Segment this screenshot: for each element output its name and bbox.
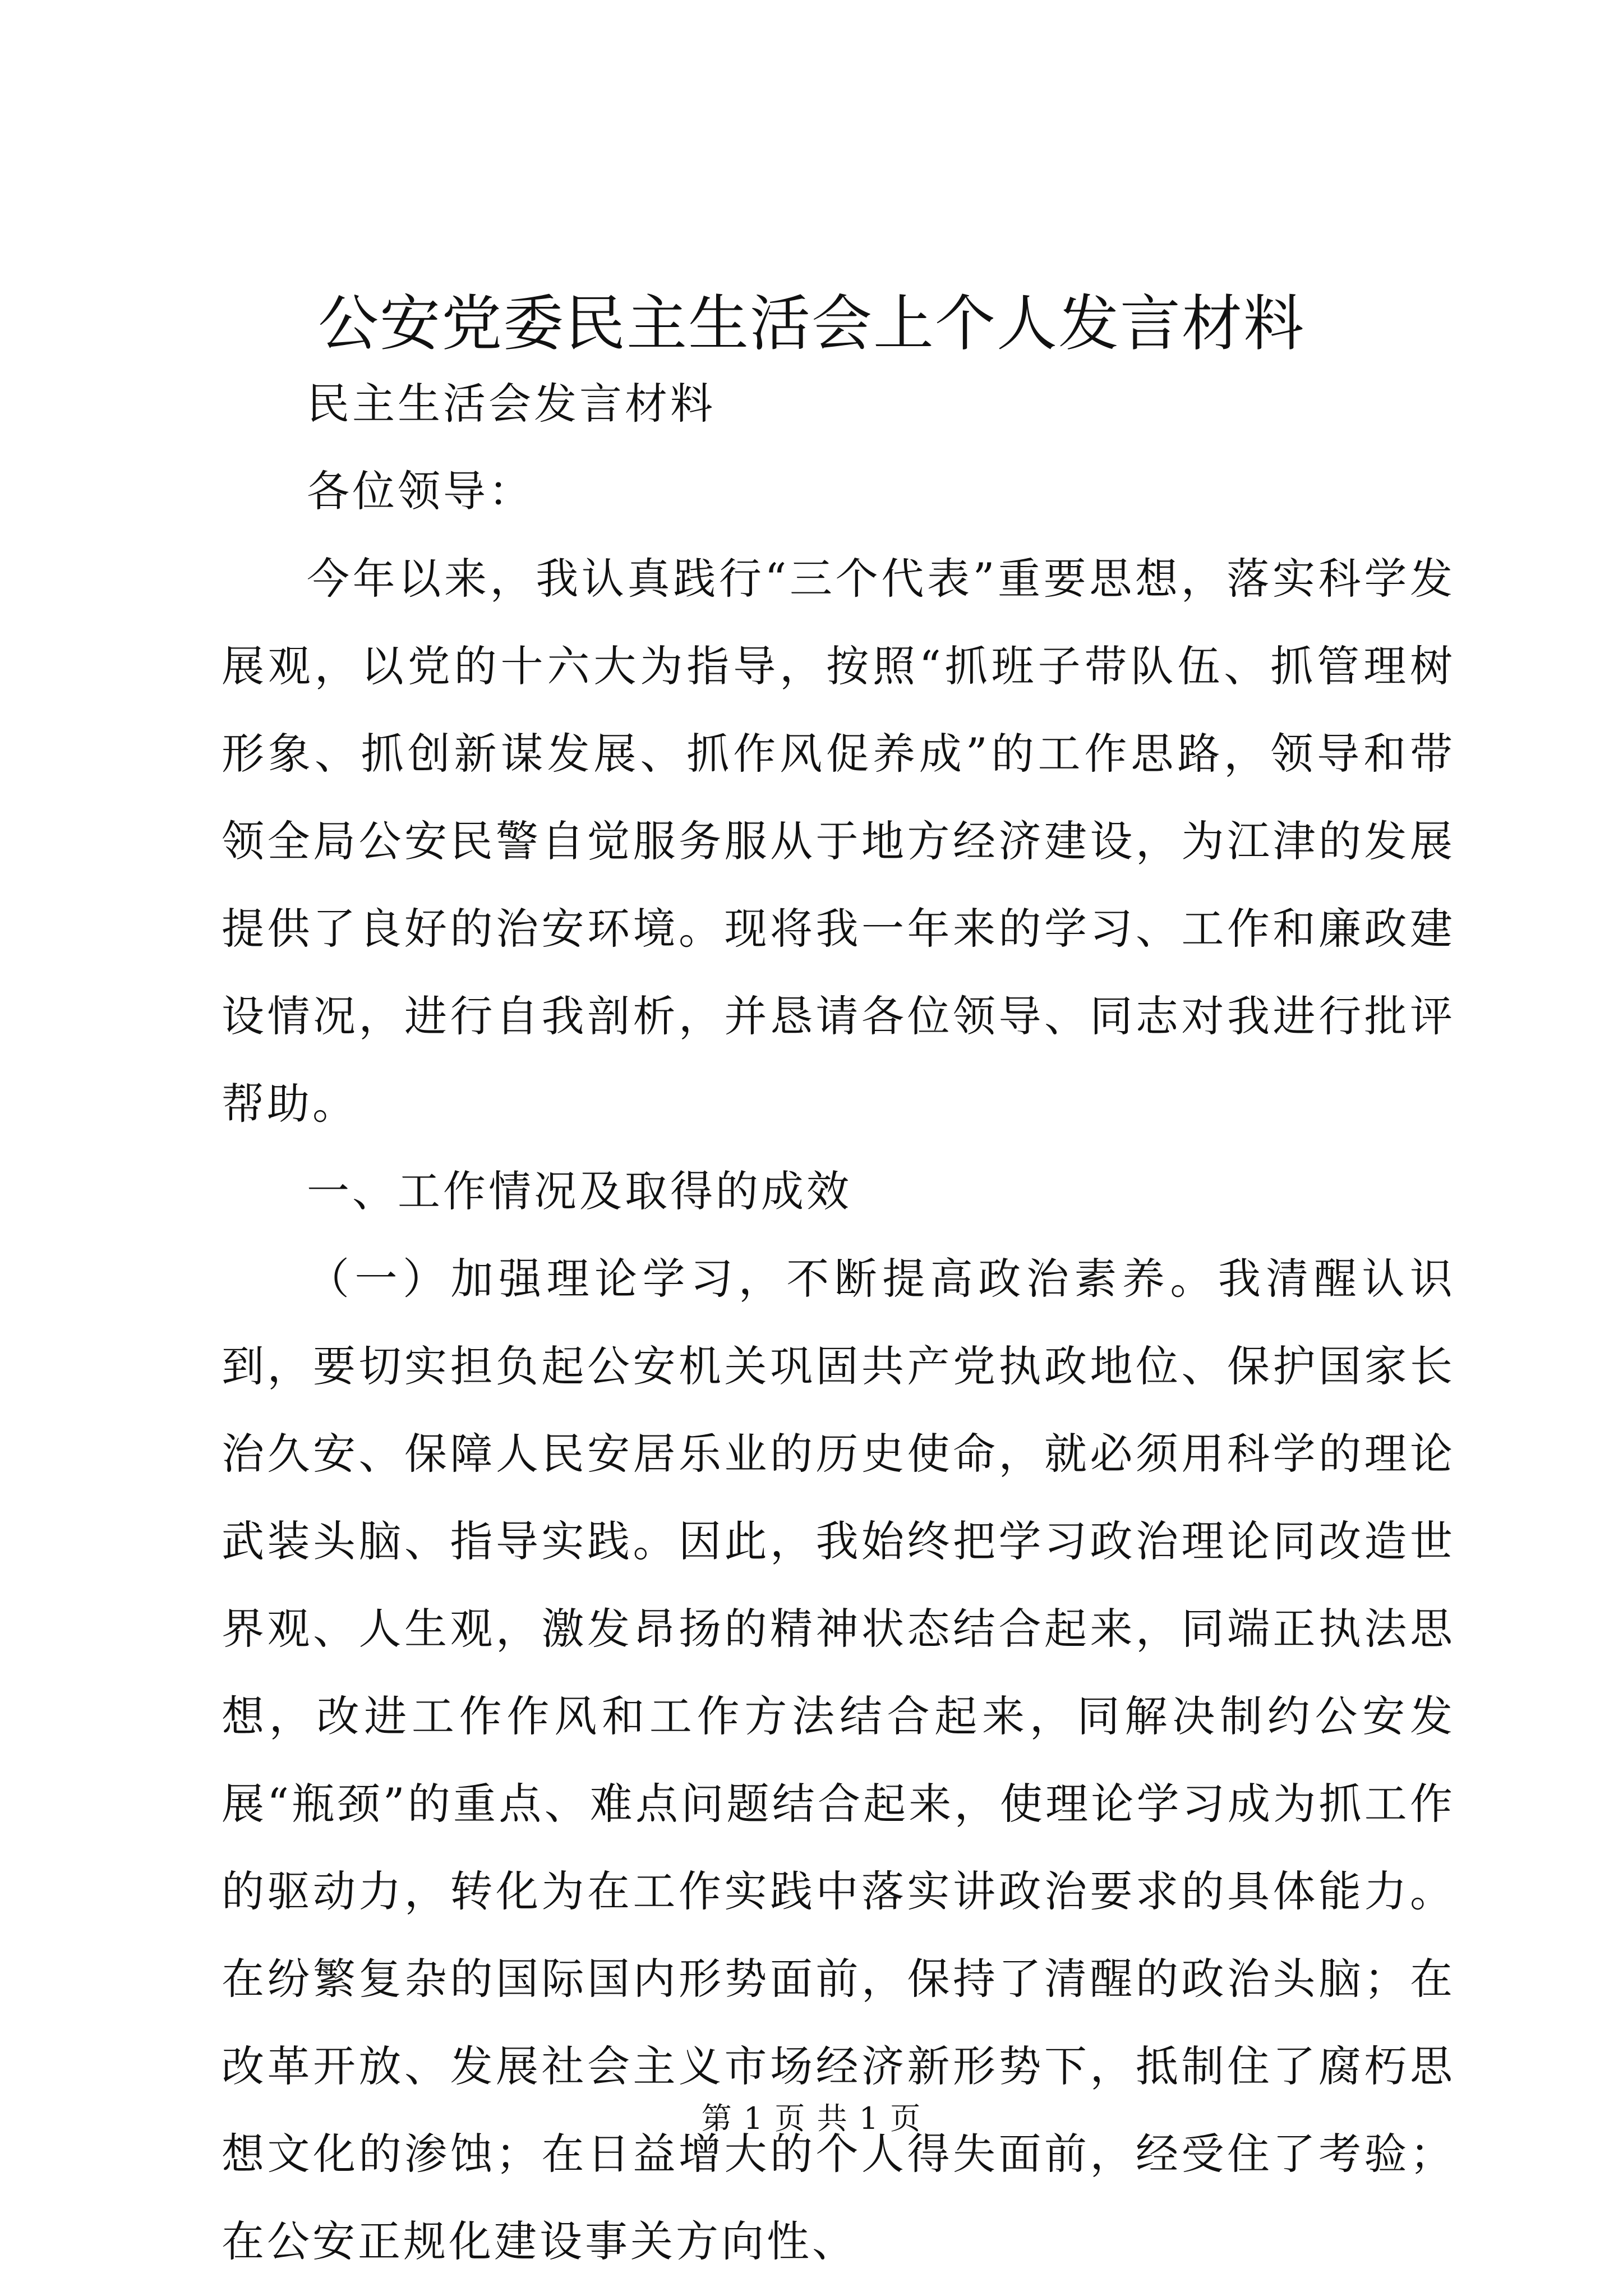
paragraph-salutation: 各位领导： [307,466,534,516]
section-heading-work-results: 一、工作情况及取得的成效 [307,1166,852,1216]
document-body [222,359,1455,2285]
document-title: 公安党委民主生活会上个人发言材料 [317,289,1305,359]
paragraph-subtitle: 民主生活会发言材料 [307,379,716,429]
page-number-footer: 第 1 页 共 1 页 [701,2101,922,2136]
paragraph-theory-study: （一）加强理论学习，不断提高政治素养。我清醒认识到，要切实担负起公安机关巩固共产党执政地位、保护国家长治久安、保障人民安居乐业的历史使命，就必须用科学的理论武装头脑、指导实践。因此，我始终把学习政治理论同改造世界观、人生观，激发昂扬的精神状态结合起来，同端正执法思想，改进工作作风和工作方法结合起来，同解决制约公安发展“瓶颈”的重点、难点问题结合起来，使理论学习成为抓工作的驱动力，转化为在工作实践中落实讲政治要求的具体能力。在纷繁复杂的国际国内形势面前，保持了清醒的政治头脑；在改革开放、发展社会主义市场经济新形势下，抵制住了腐朽思想文化的渗蚀；在日益增大的个人得失面前，经受住了考验；在公安正规化建设事关方向性、 [222,1254,1455,2266]
paragraph-introduction: 今年以来，我认真践行“三个代表”重要思想，落实科学发展观，以党的十六大为指导，按照“抓班子带队伍、抓管理树形象、抓创新谋发展、抓作风促养成”的工作思路，领导和带领全局公安民警自觉服务服从于地方经济建设，为江津的发展提供了良好的治安环境。现将我一年来的学习、工作和廉政建设情况，进行自我剖析，并恳请各位领导、同志对我进行批评帮助。 [222,554,1455,1129]
